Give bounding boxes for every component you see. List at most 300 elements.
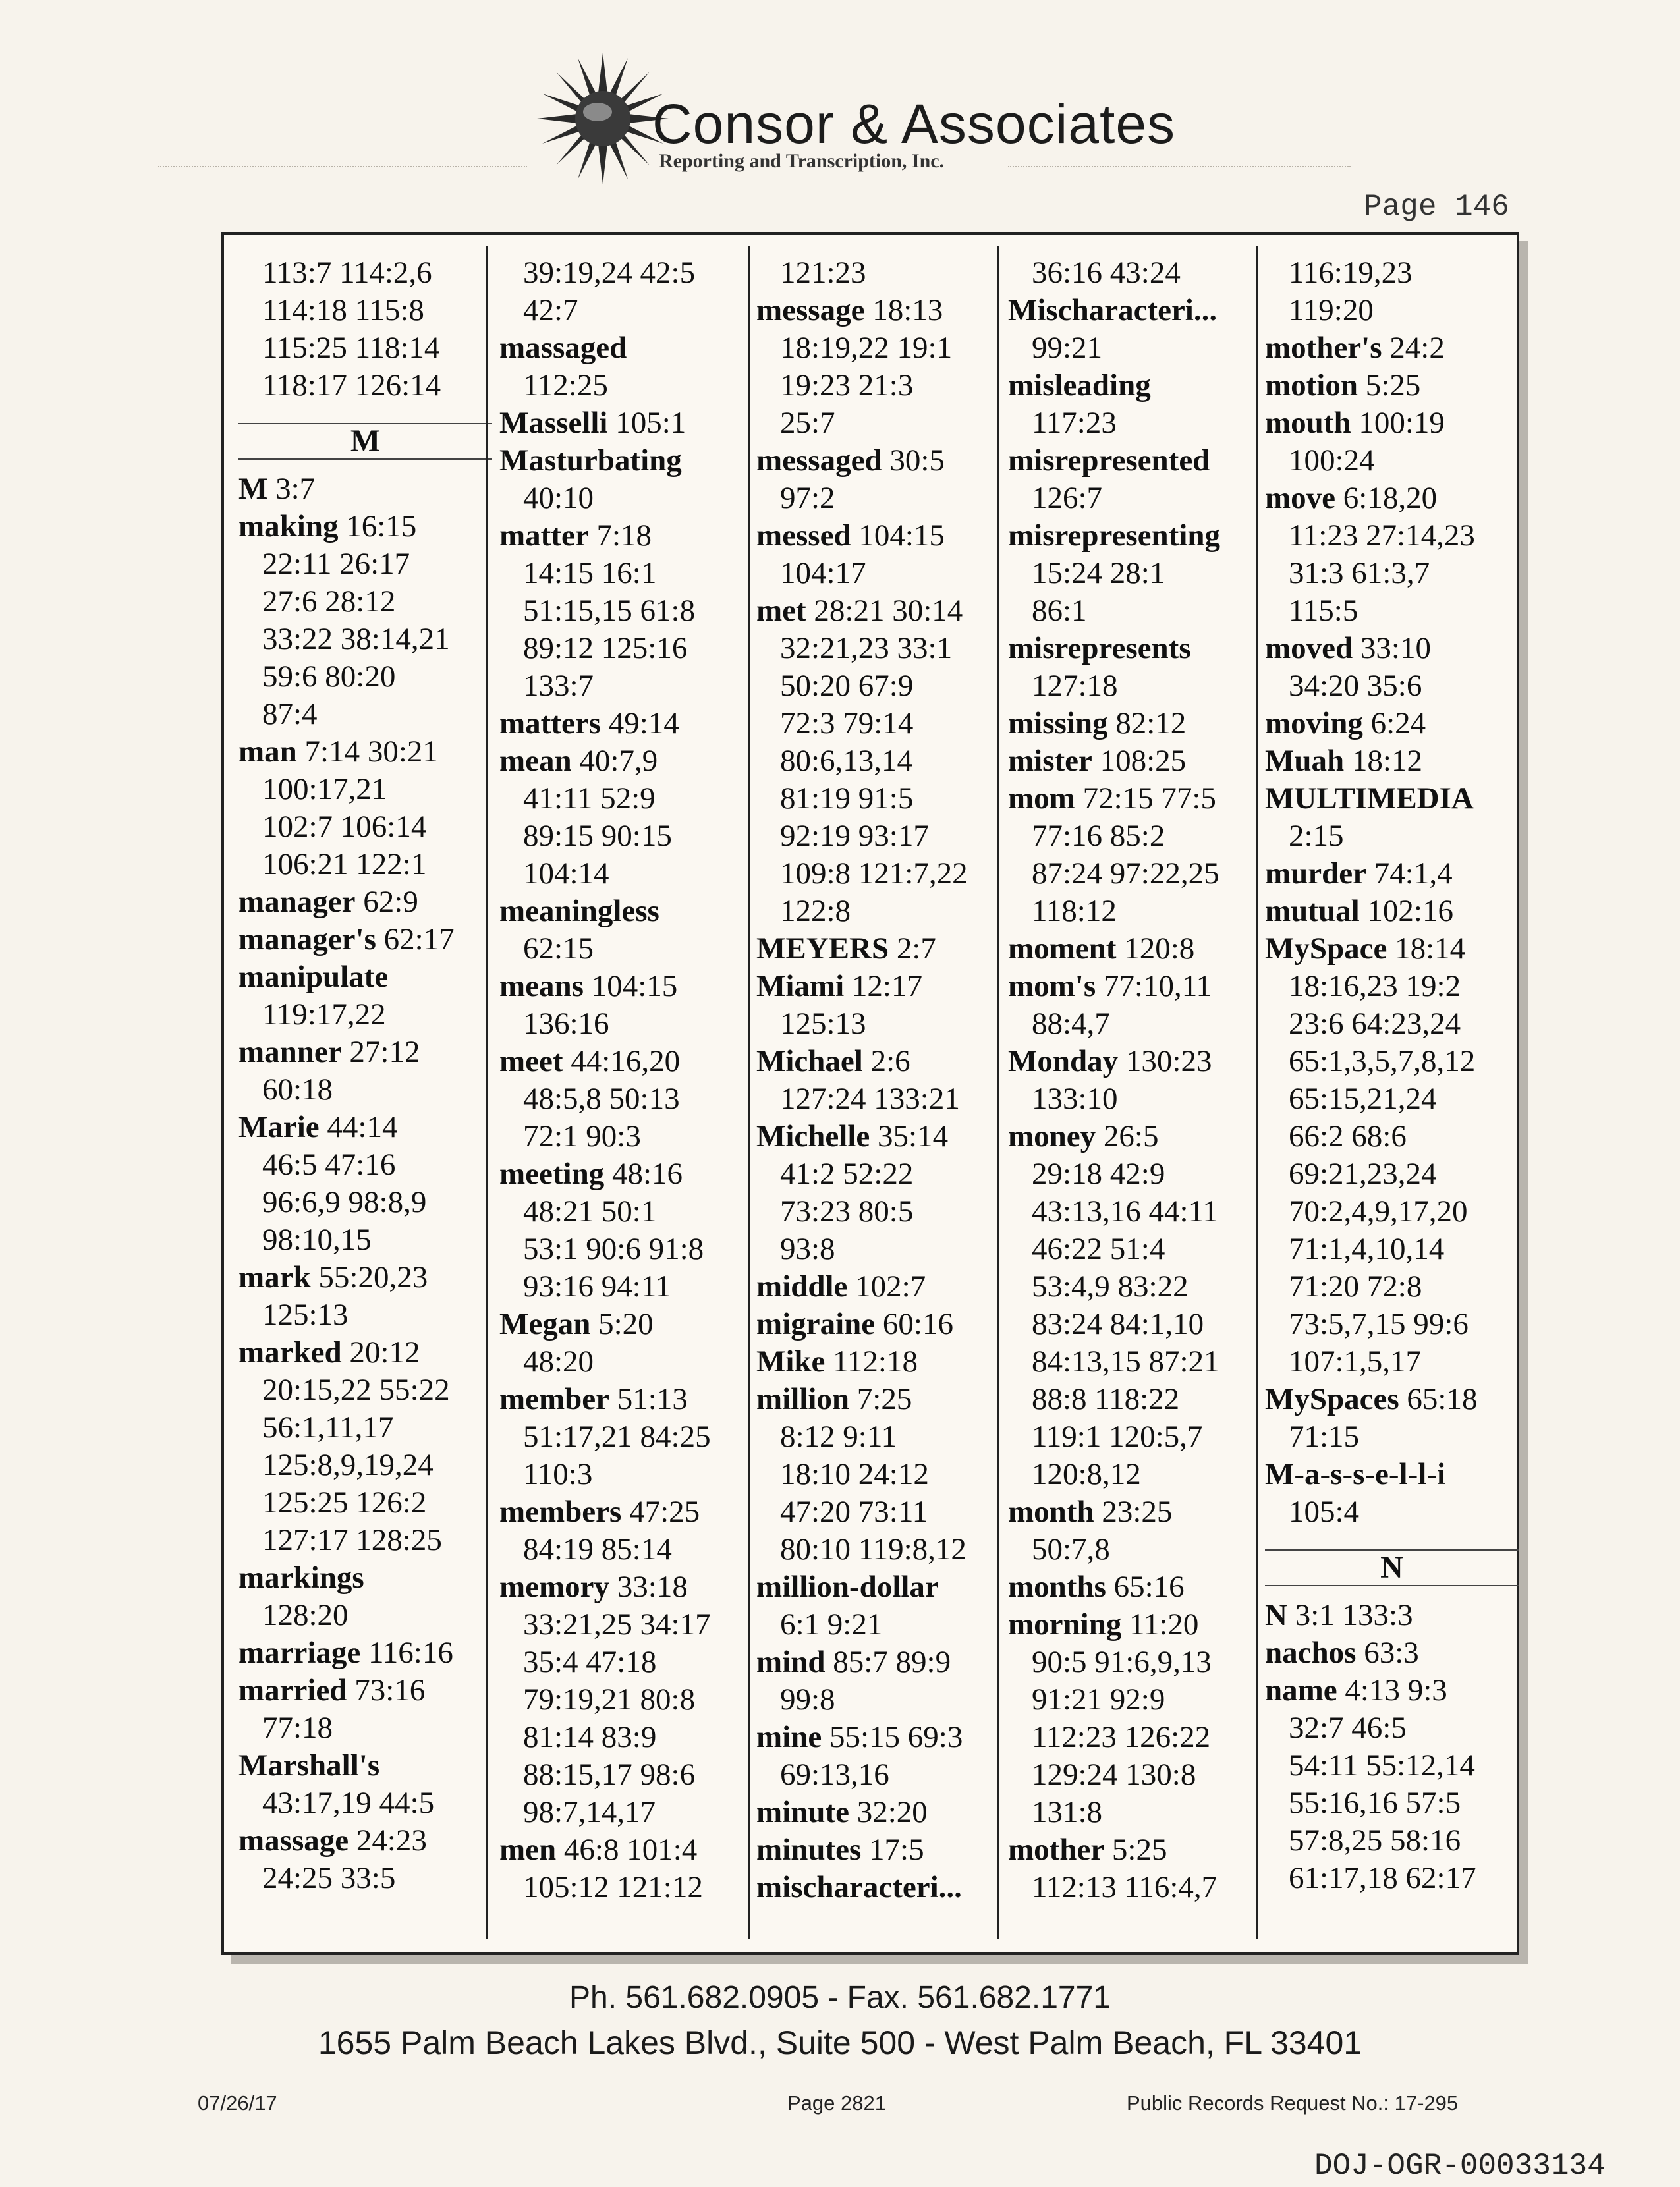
- index-term: murder: [1265, 856, 1367, 891]
- page-line-refs: 118:12: [1032, 894, 1117, 928]
- section-letter: M: [350, 424, 381, 458]
- transcript-page-label: Page 146: [1364, 190, 1509, 224]
- index-term: moved: [1265, 631, 1353, 665]
- index-term: motion: [1265, 368, 1358, 402]
- index-entry: [756, 517, 1010, 555]
- index-term: messaged: [756, 443, 882, 478]
- index-entry: [756, 1343, 1010, 1381]
- page-line-refs: 80:10 119:8,12: [780, 1532, 966, 1566]
- index-column-3: [756, 254, 1010, 1906]
- page-line-refs: 84:19 85:14: [523, 1532, 672, 1566]
- page-line-refs: 31:3 61:3,7: [1289, 556, 1430, 590]
- index-term: Mike: [756, 1344, 826, 1379]
- page-line-refs: 92:19 93:17: [780, 819, 929, 853]
- page-line-refs: 99:8: [780, 1682, 835, 1717]
- index-continuation-line: 113:7 114:2,6: [262, 256, 432, 290]
- page-line-refs: 30:5: [889, 443, 945, 478]
- page-line-refs: 50:7,8: [1032, 1532, 1110, 1566]
- page-line-refs: 18:16,23 19:2: [1289, 969, 1461, 1003]
- index-term: means: [499, 969, 584, 1003]
- page-line-refs: 33:10: [1360, 631, 1431, 665]
- page-line-refs: 80:6,13,14: [780, 744, 913, 778]
- index-entry: [1265, 1672, 1519, 1709]
- page-line-refs: 105:1: [615, 406, 686, 440]
- index-term: massaged: [499, 331, 627, 365]
- index-entry: [1265, 1634, 1519, 1672]
- index-continuation-line: 36:16 43:24: [1032, 256, 1181, 290]
- header-rule-right: [1008, 166, 1351, 167]
- page-line-refs: 20:15,22 55:22: [262, 1373, 450, 1407]
- page-line-refs: 47:20 73:11: [780, 1495, 928, 1529]
- page-line-refs: 5:25: [1365, 368, 1421, 402]
- index-entry: [756, 1719, 1010, 1756]
- index-term: name: [1265, 1673, 1337, 1707]
- page-line-refs: 69:13,16: [780, 1758, 889, 1792]
- page-line-refs: 29:18 42:9: [1032, 1157, 1165, 1191]
- page-line-refs: 63:3: [1364, 1636, 1419, 1670]
- index-entry: [1008, 292, 1262, 329]
- page-line-refs: 112:13 116:4,7: [1032, 1870, 1218, 1904]
- page-line-refs: 54:11 55:12,14: [1289, 1748, 1475, 1783]
- page-line-refs: 24:2: [1389, 331, 1445, 365]
- page-line-refs: 18:14: [1395, 931, 1466, 966]
- column-divider: [486, 246, 488, 1939]
- page-line-refs: 112:25: [523, 368, 608, 402]
- page-line-refs: 25:7: [780, 406, 835, 440]
- index-entry: [756, 968, 1010, 1005]
- index-continuation-line: 118:17 126:14: [262, 368, 441, 402]
- page-line-refs: 27:6 28:12: [262, 584, 396, 619]
- index-term: making: [238, 509, 339, 543]
- page-line-refs: 109:8 121:7,22: [780, 856, 968, 891]
- index-term: Megan: [499, 1307, 591, 1341]
- page-line-refs: 3:7: [275, 472, 316, 506]
- index-entry: [499, 968, 753, 1005]
- page-line-refs: 41:2 52:22: [780, 1157, 914, 1191]
- index-entry: [1265, 893, 1519, 930]
- page-line-refs: 125:25 126:2: [262, 1485, 427, 1520]
- page-line-refs: 119:1 120:5,7: [1032, 1420, 1203, 1454]
- index-term: manipulate: [238, 960, 389, 994]
- index-term: mutual: [1265, 894, 1360, 928]
- page-line-refs: 24:23: [356, 1823, 427, 1858]
- page-line-refs: 20:12: [349, 1335, 420, 1370]
- page-line-refs: 72:3 79:14: [780, 706, 914, 740]
- page-line-refs: 65:1,3,5,7,8,12: [1289, 1044, 1476, 1078]
- page-line-refs: 40:10: [523, 481, 594, 515]
- index-term: MySpace: [1265, 931, 1387, 966]
- page-line-refs: 6:18,20: [1343, 481, 1438, 515]
- page-line-refs: 71:20 72:8: [1289, 1269, 1422, 1304]
- index-term: million: [756, 1382, 850, 1416]
- index-term: migraine: [756, 1307, 876, 1341]
- footer-page-number: Page 2821: [787, 2091, 886, 2115]
- page-line-refs: 115:5: [1289, 594, 1358, 628]
- column-divider: [997, 246, 999, 1939]
- index-entry: [499, 893, 753, 930]
- page-line-refs: 125:13: [780, 1007, 866, 1041]
- company-tagline: Reporting and Transcription, Inc.: [659, 150, 945, 172]
- index-column-5: [1265, 254, 1519, 1897]
- page-line-refs: 119:17,22: [262, 997, 386, 1032]
- page-line-refs: 48:16: [611, 1157, 683, 1191]
- index-term: meaningless: [499, 894, 659, 928]
- page-line-refs: 2:15: [1289, 819, 1344, 853]
- index-term: minutes: [756, 1833, 862, 1867]
- page-line-refs: 97:2: [780, 481, 835, 515]
- index-term: Masselli: [499, 406, 608, 440]
- page-line-refs: 48:5,8 50:13: [523, 1082, 680, 1116]
- index-entry: [1008, 1118, 1262, 1155]
- index-entry: [1265, 404, 1519, 442]
- page-line-refs: 93:8: [780, 1232, 835, 1266]
- page-line-refs: 7:14 30:21: [304, 734, 438, 769]
- index-entry: [1265, 1456, 1519, 1493]
- page-line-refs: 27:12: [349, 1035, 420, 1069]
- company-logo: [537, 53, 1176, 184]
- index-term: Michael: [756, 1044, 863, 1078]
- index-entry: [756, 1043, 1010, 1080]
- index-term: Marshall's: [238, 1748, 380, 1783]
- sun-icon: [537, 53, 669, 184]
- page-line-refs: 7:25: [856, 1382, 912, 1416]
- index-entry: [1265, 780, 1519, 817]
- page-line-refs: 136:16: [523, 1007, 609, 1041]
- page-line-refs: 8:12 9:11: [780, 1420, 897, 1454]
- page-line-refs: 98:7,14,17: [523, 1795, 656, 1829]
- page-line-refs: 12:17: [851, 969, 922, 1003]
- page-line-refs: 46:5 47:16: [262, 1148, 396, 1182]
- page-line-refs: 110:3: [523, 1457, 593, 1491]
- index-entry: [1008, 367, 1262, 404]
- page-line-refs: 102:7 106:14: [262, 810, 427, 844]
- index-term: months: [1008, 1570, 1106, 1604]
- index-term: mark: [238, 1260, 311, 1294]
- phone-fax: Ph. 561.682.0905 - Fax. 561.682.1771: [569, 1980, 1111, 2015]
- page-line-refs: 62:17: [383, 922, 455, 956]
- index-entry: [238, 1034, 492, 1071]
- column-divider: [1256, 246, 1258, 1939]
- page-line-refs: 44:16,20: [571, 1044, 681, 1078]
- page-line-refs: 11:23 27:14,23: [1289, 518, 1475, 553]
- index-term: Monday: [1008, 1044, 1119, 1078]
- index-continuation-line: 115:25 118:14: [262, 331, 440, 365]
- page-line-refs: 23:6 64:23,24: [1289, 1007, 1461, 1041]
- index-entry: [499, 1306, 753, 1343]
- index-entry: [238, 1259, 492, 1296]
- page-line-refs: 72:1 90:3: [523, 1119, 641, 1153]
- index-entry: [1008, 742, 1262, 780]
- index-entry: [499, 404, 753, 442]
- page-line-refs: 104:15: [591, 969, 678, 1003]
- page-line-refs: 60:18: [262, 1072, 333, 1107]
- header-rule-left: [158, 166, 527, 167]
- index-term: mischaracteri...: [756, 1870, 962, 1904]
- page-line-refs: 26:5: [1103, 1119, 1159, 1153]
- index-entry: [238, 1747, 492, 1785]
- index-entry: [756, 1644, 1010, 1681]
- index-entry: [499, 1493, 753, 1531]
- index-term: manager's: [238, 922, 376, 956]
- page-line-refs: 61:17,18 62:17: [1289, 1861, 1476, 1895]
- page-line-refs: 105:12 121:12: [523, 1870, 703, 1904]
- section-letter: N: [1380, 1550, 1403, 1585]
- page-line-refs: 126:7: [1032, 481, 1103, 515]
- index-entry: [756, 292, 1010, 329]
- letter-heading: [1265, 1531, 1519, 1597]
- index-entry: [499, 1568, 753, 1606]
- page-line-refs: 23:25: [1102, 1495, 1173, 1529]
- page-line-refs: 74:1,4: [1374, 856, 1453, 891]
- index-term: mine: [756, 1720, 822, 1754]
- page-line-refs: 47:25: [629, 1495, 700, 1529]
- page-line-refs: 81:19 91:5: [780, 781, 914, 816]
- page-line-refs: 41:11 52:9: [523, 781, 656, 816]
- page-line-refs: 112:18: [833, 1344, 918, 1379]
- index-term: moment: [1008, 931, 1117, 966]
- index-entry: [238, 470, 492, 508]
- index-term: marriage: [238, 1636, 361, 1670]
- page-line-refs: 106:21 122:1: [262, 847, 427, 881]
- index-term: month: [1008, 1495, 1094, 1529]
- index-term: memory: [499, 1570, 610, 1604]
- index-entry: [756, 1118, 1010, 1155]
- index-entry: [1008, 1606, 1262, 1644]
- page-line-refs: 46:8 101:4: [563, 1833, 698, 1867]
- index-entry: [1008, 442, 1262, 480]
- index-term: member: [499, 1382, 610, 1416]
- page-line-refs: 104:14: [523, 856, 609, 891]
- page-line-refs: 131:8: [1032, 1795, 1103, 1829]
- index-continuation-line: 39:19,24 42:5: [523, 256, 696, 290]
- page-line-refs: 11:20: [1129, 1607, 1199, 1642]
- index-entry: [756, 592, 1010, 630]
- page-line-refs: 100:19: [1358, 406, 1445, 440]
- index-term: mister: [1008, 744, 1092, 778]
- page-line-refs: 108:25: [1100, 744, 1187, 778]
- index-entry: [238, 1559, 492, 1597]
- page-line-refs: 88:8 118:22: [1032, 1382, 1180, 1416]
- index-entry: [238, 1334, 492, 1371]
- page-line-refs: 127:18: [1032, 669, 1118, 703]
- page-line-refs: 127:24 133:21: [780, 1082, 960, 1116]
- page-line-refs: 48:21 50:1: [523, 1194, 657, 1229]
- page-line-refs: 112:23 126:22: [1032, 1720, 1211, 1754]
- index-entry: [1008, 968, 1262, 1005]
- page-line-refs: 55:16,16 57:5: [1289, 1786, 1461, 1820]
- page-line-refs: 102:7: [855, 1269, 926, 1304]
- page-line-refs: 81:14 83:9: [523, 1720, 657, 1754]
- index-term: Mischaracteri...: [1008, 293, 1218, 327]
- page-line-refs: 55:15 69:3: [829, 1720, 963, 1754]
- page-line-refs: 73:23 80:5: [780, 1194, 914, 1229]
- index-term: matters: [499, 706, 601, 740]
- index-term: M-a-s-s-e-l-l-i: [1265, 1457, 1446, 1491]
- index-term: Masturbating: [499, 443, 682, 478]
- office-address: 1655 Palm Beach Lakes Blvd., Suite 500 - West Palm Beach, FL 33401: [318, 2024, 1362, 2061]
- page-line-refs: 69:21,23,24: [1289, 1157, 1437, 1191]
- index-term: MySpaces: [1265, 1382, 1399, 1416]
- letter-heading: [238, 404, 492, 470]
- index-term: messed: [756, 518, 851, 553]
- page-line-refs: 49:14: [608, 706, 679, 740]
- page-line-refs: 65:18: [1407, 1382, 1478, 1416]
- page-line-refs: 18:10 24:12: [780, 1457, 929, 1491]
- page-line-refs: 65:15,21,24: [1289, 1082, 1437, 1116]
- index-entry: [756, 1568, 1010, 1606]
- index-entry: [756, 1831, 1010, 1869]
- page-line-refs: 77:18: [262, 1711, 333, 1745]
- index-term: mom's: [1008, 969, 1096, 1003]
- page-line-refs: 71:15: [1289, 1420, 1360, 1454]
- page-line-refs: 33:18: [617, 1570, 688, 1604]
- index-term: mother's: [1265, 331, 1382, 365]
- page-line-refs: 51:13: [617, 1382, 688, 1416]
- index-entry: [499, 1155, 753, 1193]
- index-term: mom: [1008, 781, 1075, 816]
- index-term: marked: [238, 1335, 342, 1370]
- index-entry: [1008, 780, 1262, 817]
- page-line-refs: 19:23 21:3: [780, 368, 914, 402]
- index-entry: [756, 1306, 1010, 1343]
- index-entry: [238, 1822, 492, 1860]
- page-line-refs: 88:4,7: [1032, 1007, 1110, 1041]
- page-line-refs: 79:19,21 80:8: [523, 1682, 696, 1717]
- index-term: met: [756, 594, 806, 628]
- page-line-refs: 5:25: [1111, 1833, 1167, 1867]
- page-line-refs: 56:1,11,17: [262, 1410, 394, 1445]
- page-line-refs: 57:8,25 58:16: [1289, 1823, 1461, 1858]
- index-entry: [499, 517, 753, 555]
- page-line-refs: 55:20,23: [318, 1260, 428, 1294]
- page-line-refs: 85:7 89:9: [833, 1645, 951, 1679]
- footer-date: 07/26/17: [198, 2091, 277, 2115]
- index-term: men: [499, 1833, 557, 1867]
- index-continuation-line: 119:20: [1289, 293, 1374, 327]
- page-line-refs: 91:21 92:9: [1032, 1682, 1165, 1717]
- index-entry: [756, 1869, 1010, 1906]
- page-line-refs: 100:17,21: [262, 772, 387, 806]
- index-term: mean: [499, 744, 572, 778]
- records-request-number: Public Records Request No.: 17-295: [1127, 2091, 1459, 2115]
- index-entry: [1008, 1493, 1262, 1531]
- index-entry: [238, 921, 492, 958]
- index-entry: [756, 930, 1010, 968]
- page-line-refs: 40:7,9: [579, 744, 658, 778]
- page-line-refs: 16:15: [346, 509, 417, 543]
- index-entry: [1265, 705, 1519, 742]
- index-term: Muah: [1265, 744, 1345, 778]
- page-line-refs: 107:1,5,17: [1289, 1344, 1422, 1379]
- page-line-refs: 84:13,15 87:21: [1032, 1344, 1219, 1379]
- index-entry: [499, 442, 753, 480]
- index-term: mother: [1008, 1833, 1105, 1867]
- company-name: Consor & Associates: [652, 93, 1176, 155]
- page-line-refs: 77:10,11: [1103, 969, 1212, 1003]
- index-entry: [499, 1831, 753, 1869]
- page-line-refs: 3:1 133:3: [1295, 1598, 1413, 1632]
- index-term: misleading: [1008, 368, 1151, 402]
- page-line-refs: 83:24 84:1,10: [1032, 1307, 1204, 1341]
- index-term: meet: [499, 1044, 563, 1078]
- index-term: members: [499, 1495, 622, 1529]
- page-line-refs: 2:7: [896, 931, 936, 966]
- index-entry: [1265, 367, 1519, 404]
- index-entry: [756, 1381, 1010, 1418]
- page-line-refs: 14:15 16:1: [523, 556, 657, 590]
- index-entry: [1265, 742, 1519, 780]
- page-line-refs: 87:24 97:22,25: [1032, 856, 1219, 891]
- page-line-refs: 77:16 85:2: [1032, 819, 1165, 853]
- page-line-refs: 35:4 47:18: [523, 1645, 657, 1679]
- page-line-refs: 66:2 68:6: [1289, 1119, 1407, 1153]
- index-entry: [499, 742, 753, 780]
- index-term: massage: [238, 1823, 349, 1858]
- index-entry: [756, 442, 1010, 480]
- page-line-refs: 90:5 91:6,9,13: [1032, 1645, 1212, 1679]
- index-term: meeting: [499, 1157, 605, 1191]
- page-line-refs: 6:24: [1370, 706, 1426, 740]
- index-term: minute: [756, 1795, 849, 1829]
- index-continuation-line: 42:7: [523, 293, 578, 327]
- index-term: moving: [1265, 706, 1363, 740]
- page-line-refs: 28:21 30:14: [814, 594, 963, 628]
- page-line-refs: 65:16: [1113, 1570, 1185, 1604]
- page-line-refs: 53:1 90:6 91:8: [523, 1232, 704, 1266]
- index-entry: [1008, 630, 1262, 667]
- index-term: N: [1265, 1598, 1287, 1632]
- index-entry: [499, 705, 753, 742]
- page-line-refs: 43:13,16 44:11: [1032, 1194, 1218, 1229]
- page-line-refs: 117:23: [1032, 406, 1117, 440]
- page-line-refs: 48:20: [523, 1344, 594, 1379]
- page-line-refs: 33:22 38:14,21: [262, 622, 450, 656]
- index-entry: [238, 508, 492, 545]
- index-entry: [499, 329, 753, 367]
- index-term: manner: [238, 1035, 342, 1069]
- index-entry: [499, 1043, 753, 1080]
- page-line-refs: 15:24 28:1: [1032, 556, 1165, 590]
- page-line-refs: 116:16: [368, 1636, 453, 1670]
- page-line-refs: 71:1,4,10,14: [1289, 1232, 1445, 1266]
- index-entry: [756, 1268, 1010, 1306]
- index-term: M: [238, 472, 268, 506]
- index-term: manager: [238, 885, 356, 919]
- index-term: money: [1008, 1119, 1096, 1153]
- index-term: MEYERS: [756, 931, 889, 966]
- page-line-refs: 120:8: [1124, 931, 1195, 966]
- page-line-refs: 33:21,25 34:17: [523, 1607, 711, 1642]
- index-column-2: [499, 254, 753, 1906]
- page-line-refs: 100:24: [1289, 443, 1375, 478]
- page-line-refs: 50:20 67:9: [780, 669, 914, 703]
- page-line-refs: 104:17: [780, 556, 866, 590]
- index-term: message: [756, 293, 865, 327]
- index-entry: [1265, 930, 1519, 968]
- page-line-refs: 93:16 94:11: [523, 1269, 671, 1304]
- index-column-1: [238, 254, 492, 1897]
- page-line-refs: 22:11 26:17: [262, 547, 410, 581]
- page-line-refs: 4:13 9:3: [1345, 1673, 1447, 1707]
- index-entry: [1008, 1568, 1262, 1606]
- index-entry: [1265, 1381, 1519, 1418]
- index-term: missing: [1008, 706, 1108, 740]
- page-line-refs: 17:5: [869, 1833, 924, 1867]
- page-line-refs: 46:22 51:4: [1032, 1232, 1165, 1266]
- page-line-refs: 7:18: [596, 518, 652, 553]
- index-term: misrepresenting: [1008, 518, 1221, 553]
- index-term: Miami: [756, 969, 845, 1003]
